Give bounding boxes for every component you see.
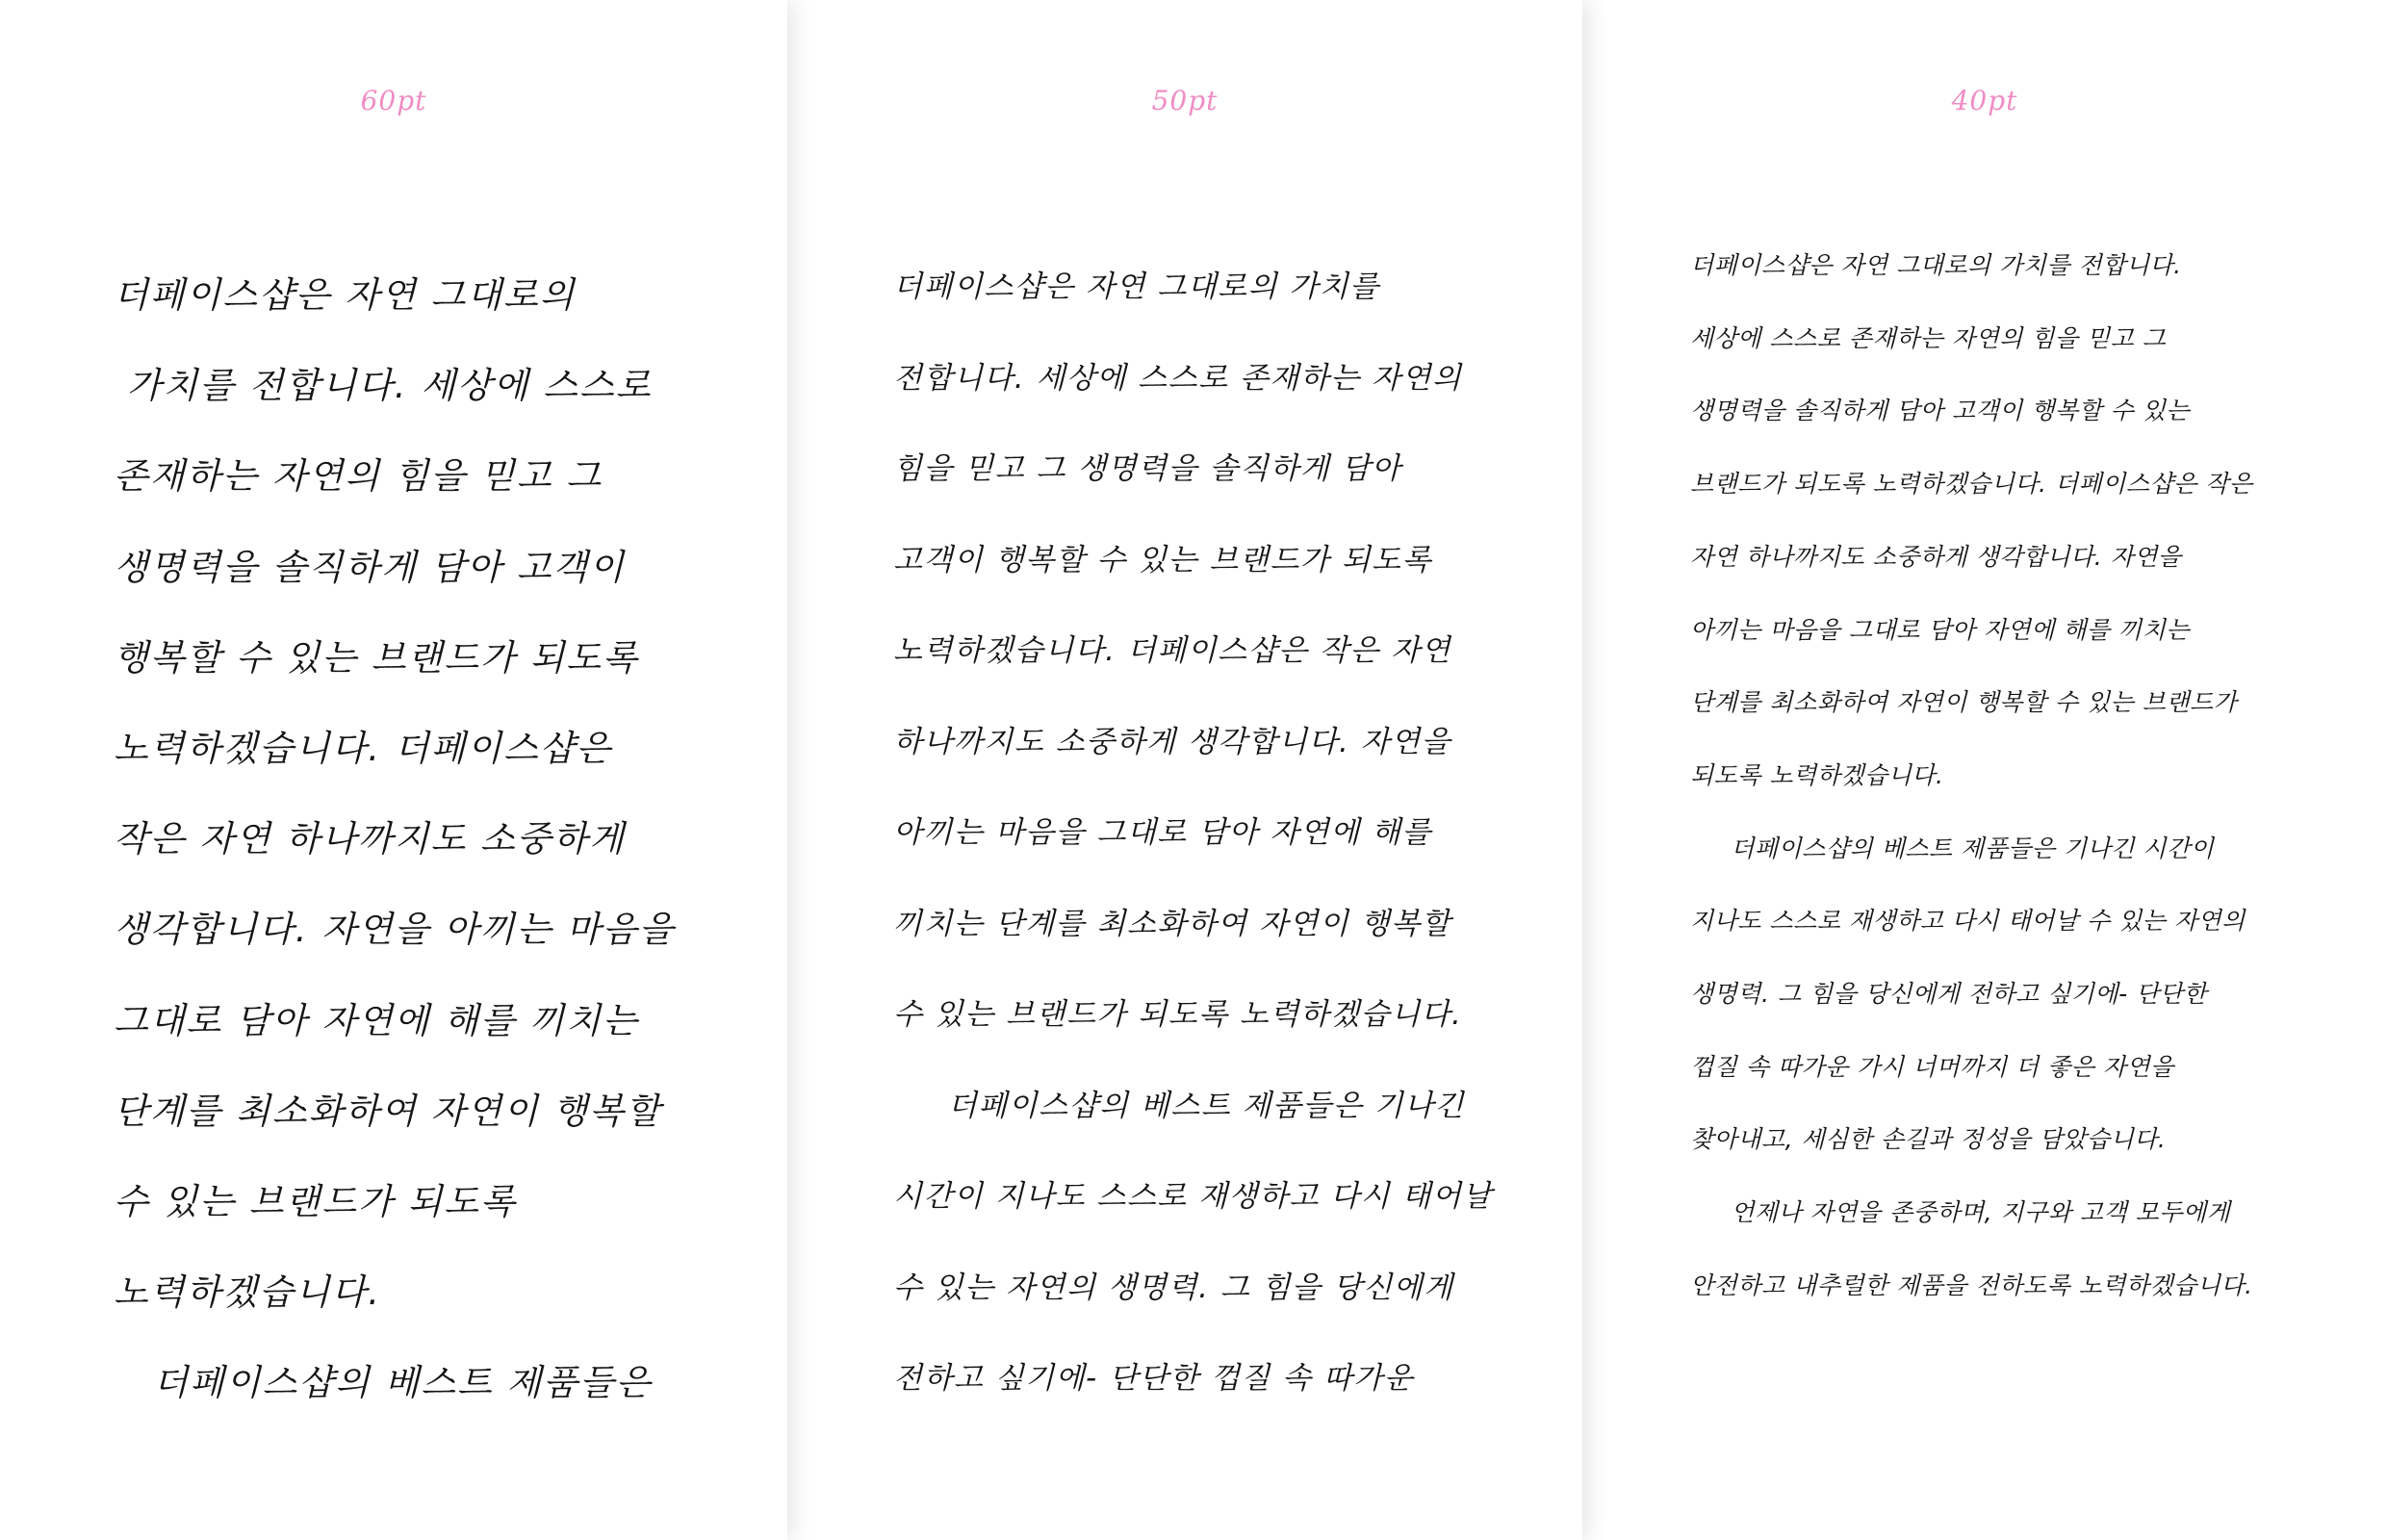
text-line: 힘을 믿고 그 생명력을 솔직하게 담아 [893, 451, 1402, 486]
text-line: 전하고 싶기에- 단단한 껍질 속 따가운 [893, 1361, 1415, 1396]
text-line: 행복할 수 있는 브랜드가 되도록 [114, 636, 639, 679]
text-line: 아끼는 마음을 그대로 담아 자연에 해를 끼치는 [1690, 615, 2191, 644]
text-line: 생명력을 솔직하게 담아 고객이 [114, 546, 626, 588]
text-line: 생각합니다. 자연을 아끼는 마음을 [114, 909, 676, 951]
text-line: 껍질 속 따가운 가시 너머까지 더 좋은 자연을 [1690, 1052, 2174, 1081]
text-line: 존재하는 자연의 힘을 믿고 그 [114, 455, 603, 498]
text-line: 지나도 스스로 재생하고 다시 태어날 수 있는 자연의 [1690, 907, 2246, 936]
text-line: 노력하겠습니다. 더페이스샵은 작은 자연 [893, 633, 1451, 668]
text-line: 더페이스샵의 베스트 제품들은 기나긴 [893, 1088, 1465, 1123]
text-line: 고객이 행복할 수 있는 브랜드가 되도록 [893, 542, 1432, 578]
text-line: 브랜드가 되도록 노력하겠습니다. 더페이스샵은 작은 [1690, 470, 2253, 499]
specimen-page-60pt [0, 0, 787, 1540]
size-label: 60pt [360, 85, 427, 116]
text-line: 그대로 담아 자연에 해를 끼치는 [114, 999, 639, 1041]
text-line: 끼치는 단계를 최소화하여 자연이 행복할 [893, 906, 1451, 941]
text-line: 노력하겠습니다. 더페이스샵은 [114, 728, 613, 769]
text-line: 가치를 전합니다. 세상에 스스로 [114, 365, 653, 407]
text-line: 단계를 최소화하여 자연이 행복할 수 있는 브랜드가 [1690, 688, 2238, 717]
text-line: 더페이스샵은 자연 그대로의 [114, 274, 577, 316]
text-line: 세상에 스스로 존재하는 자연의 힘을 믿고 그 [1690, 323, 2167, 352]
text-line: 언제나 자연을 존중하며, 지구와 고객 모두에게 [1690, 1198, 2231, 1227]
size-label: 40pt [1951, 85, 2018, 116]
text-line: 더페이스샵의 베스트 제품들은 기나긴 시간이 [1690, 834, 2215, 862]
specimen-page-40pt [1582, 0, 2387, 1540]
text-line: 되도록 노력하겠습니다. [1690, 760, 1944, 789]
text-line: 더페이스샵은 자연 그대로의 가치를 전합니다. [1690, 251, 2182, 279]
text-line: 생명력을 솔직하게 담아 고객이 행복할 수 있는 [1690, 397, 2191, 425]
specimen-page-50pt [787, 0, 1582, 1540]
text-line: 아끼는 마음을 그대로 담아 자연에 해를 [893, 815, 1432, 850]
text-line: 노력하겠습니다. [114, 1271, 381, 1314]
text-line: 생명력. 그 힘을 당신에게 전하고 싶기에- 단단한 [1690, 980, 2208, 1008]
text-line: 자연 하나까지도 소중하게 생각합니다. 자연을 [1690, 542, 2182, 571]
text-line: 전합니다. 세상에 스스로 존재하는 자연의 [893, 360, 1463, 396]
text-line: 더페이스샵은 자연 그대로의 가치를 [893, 270, 1380, 304]
text-line: 안전하고 내추럴한 제품을 전하도록 노력하겠습니다. [1690, 1270, 2253, 1299]
text-line: 하나까지도 소중하게 생각합니다. 자연을 [893, 724, 1451, 759]
text-line: 수 있는 브랜드가 되도록 노력하겠습니다. [893, 997, 1463, 1032]
size-label: 50pt [1151, 85, 1219, 116]
text-line: 작은 자연 하나까지도 소중하게 [114, 818, 626, 860]
text-line: 수 있는 자연의 생명력. 그 힘을 당신에게 [893, 1270, 1454, 1305]
text-line: 더페이스샵의 베스트 제품들은 [114, 1362, 653, 1404]
text-line: 수 있는 브랜드가 되도록 [114, 1181, 517, 1222]
text-line: 단계를 최소화하여 자연이 행복할 [114, 1090, 662, 1132]
text-line: 찾아내고, 세심한 손길과 정성을 담았습니다. [1690, 1125, 2167, 1154]
text-line: 시간이 지나도 스스로 재생하고 다시 태어날 [893, 1179, 1493, 1214]
